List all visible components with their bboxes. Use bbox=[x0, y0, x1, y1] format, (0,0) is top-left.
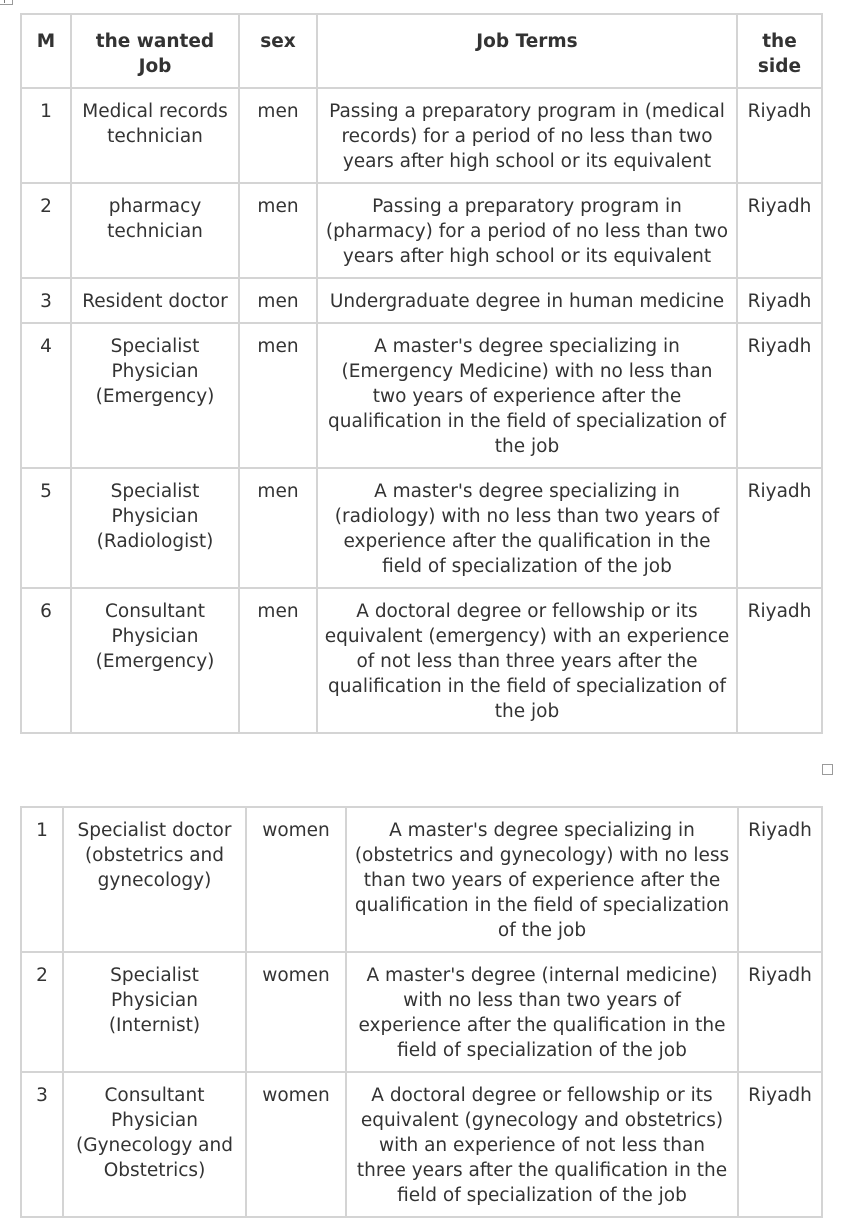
cell-sex: women bbox=[246, 952, 346, 1072]
cell-m: 3 bbox=[21, 278, 71, 323]
cell-job: Medical records technician bbox=[71, 88, 239, 183]
cell-terms: A master's degree specializing in (Emergency Medicine) with no less than two years of experience after the qualification in the field of specialization of the job bbox=[317, 323, 737, 468]
cell-terms: A master's degree specializing in (obstetrics and gynecology) with no less than two years of experience after the qualification in the field of specialization of the job bbox=[346, 807, 738, 952]
cell-side: Riyadh bbox=[738, 1072, 822, 1217]
cell-side: Riyadh bbox=[737, 323, 822, 468]
table-row bbox=[21, 952, 822, 1072]
table-row bbox=[21, 807, 822, 952]
cell-m: 1 bbox=[21, 807, 63, 952]
cell-terms: A master's degree specializing in (radiology) with no less than two years of experience after the qualification in the field of specialization of the job bbox=[317, 468, 737, 588]
cell-side: Riyadh bbox=[737, 278, 822, 323]
cell-side: Riyadh bbox=[737, 588, 822, 733]
cell-sex: men bbox=[239, 183, 317, 278]
header-m: M bbox=[21, 14, 71, 88]
cell-sex: men bbox=[239, 88, 317, 183]
cell-sex: men bbox=[239, 323, 317, 468]
cell-job: Specialist Physician (Radiologist) bbox=[71, 468, 239, 588]
job-table-men bbox=[20, 13, 823, 734]
cell-job: Consultant Physician (Emergency) bbox=[71, 588, 239, 733]
table-row bbox=[21, 1072, 822, 1217]
table-row bbox=[21, 588, 822, 733]
cell-job: Specialist Physician (Internist) bbox=[63, 952, 246, 1072]
cell-m: 2 bbox=[21, 952, 63, 1072]
cell-side: Riyadh bbox=[737, 183, 822, 278]
cell-side: Riyadh bbox=[738, 807, 822, 952]
cell-sex: men bbox=[239, 278, 317, 323]
cell-terms: Undergraduate degree in human medicine bbox=[317, 278, 737, 323]
cell-side: Riyadh bbox=[737, 468, 822, 588]
cell-m: 4 bbox=[21, 323, 71, 468]
cell-job: Specialist doctor (obstetrics and gynecology) bbox=[63, 807, 246, 952]
cell-job: Specialist Physician (Emergency) bbox=[71, 323, 239, 468]
cell-job: Resident doctor bbox=[71, 278, 239, 323]
cell-side: Riyadh bbox=[737, 88, 822, 183]
cell-sex: men bbox=[239, 468, 317, 588]
table-row bbox=[21, 468, 822, 588]
cell-m: 6 bbox=[21, 588, 71, 733]
cell-terms: A master's degree (internal medicine) with no less than two years of experience after the qualification in the field of specialization of the job bbox=[346, 952, 738, 1072]
table-row bbox=[21, 323, 822, 468]
table-row bbox=[21, 183, 822, 278]
cell-m: 1 bbox=[21, 88, 71, 183]
cell-m: 3 bbox=[21, 1072, 63, 1217]
cell-job: pharmacy technician bbox=[71, 183, 239, 278]
cell-job: Consultant Physician (Gynecology and Obstetrics) bbox=[63, 1072, 246, 1217]
header-job-terms: Job Terms bbox=[317, 14, 737, 88]
cell-terms: A doctoral degree or fellowship or its equivalent (emergency) with an experience of not less than three years after the qualification in the field of specialization of the job bbox=[317, 588, 737, 733]
cell-sex: men bbox=[239, 588, 317, 733]
header-sex: sex bbox=[239, 14, 317, 88]
table-row bbox=[21, 88, 822, 183]
cell-terms: Passing a preparatory program in (pharmacy) for a period of no less than two years after high school or its equivalent bbox=[317, 183, 737, 278]
job-table-women bbox=[20, 806, 823, 1218]
header-wanted-job: the wanted Job bbox=[71, 14, 239, 88]
table-header-row bbox=[21, 14, 822, 88]
cell-side: Riyadh bbox=[738, 952, 822, 1072]
cell-m: 5 bbox=[21, 468, 71, 588]
cell-terms: A doctoral degree or fellowship or its equivalent (gynecology and obstetrics) with an experience of not less than three years after the qualification in the field of specialization of the job bbox=[346, 1072, 738, 1217]
cell-sex: women bbox=[246, 1072, 346, 1217]
cell-m: 2 bbox=[21, 183, 71, 278]
table-resize-handle-icon[interactable] bbox=[822, 764, 833, 775]
table-move-handle-icon[interactable] bbox=[0, 0, 13, 5]
cell-terms: Passing a preparatory program in (medical records) for a period of no less than two years after high school or its equivalent bbox=[317, 88, 737, 183]
header-side: the side bbox=[737, 14, 822, 88]
cell-sex: women bbox=[246, 807, 346, 952]
table-row bbox=[21, 278, 822, 323]
